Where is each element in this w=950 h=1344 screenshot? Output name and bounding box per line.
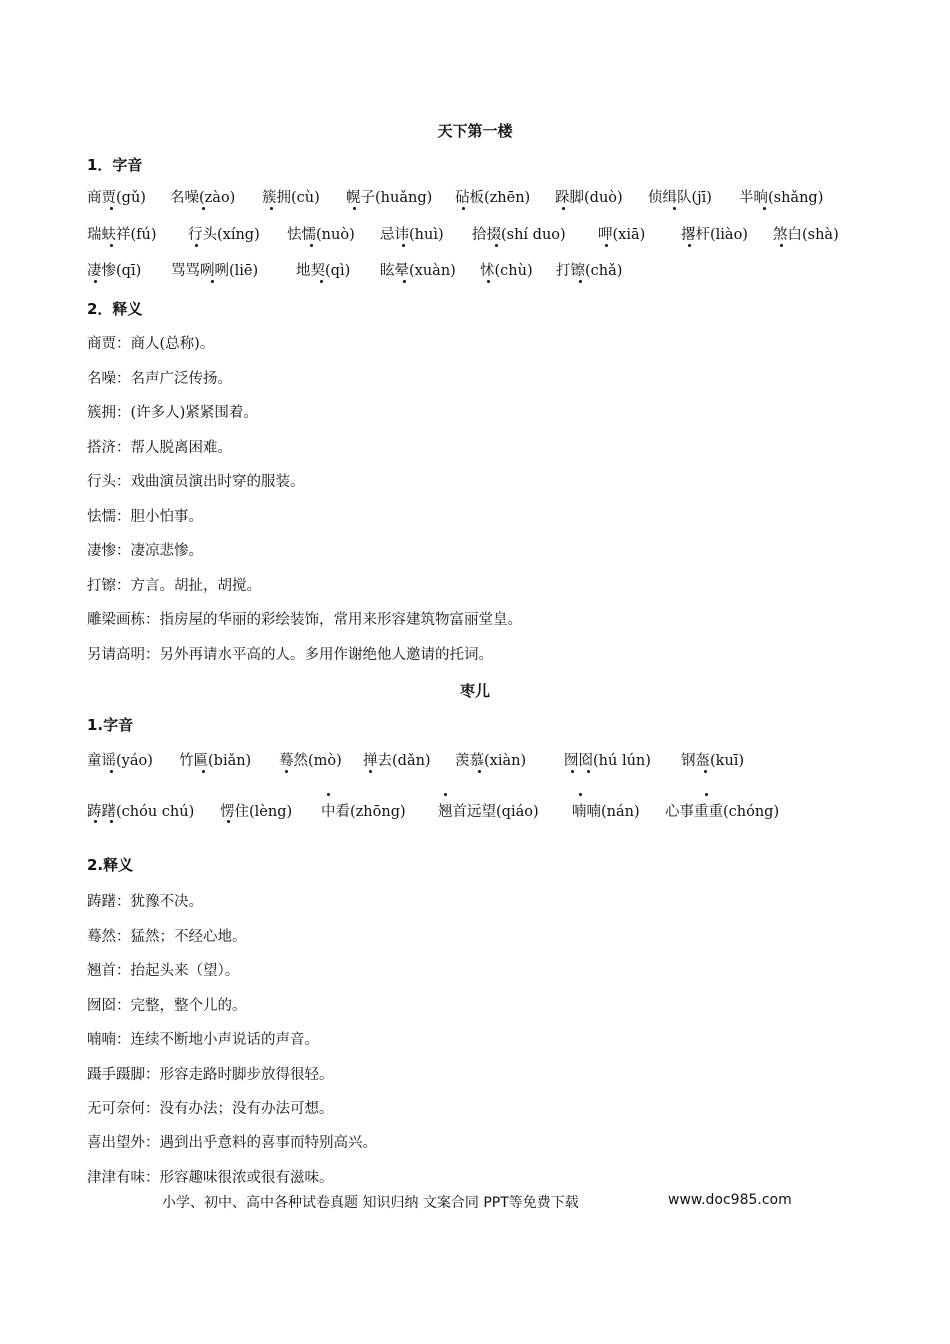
shi-yi-heading-1: 2．释义	[87, 300, 143, 318]
emphasis-dot	[353, 207, 356, 210]
emphasis-dot	[110, 207, 113, 210]
zi-yin-item: 凄惨(qī)	[87, 263, 142, 279]
zi-yin-item: 侦缉队(jī)	[648, 190, 712, 206]
emphasis-dot	[403, 280, 406, 283]
definition-line: 商贾：商人(总称)。	[87, 336, 215, 352]
emphasis-dot	[780, 244, 783, 247]
zi-yin-item: 蓦然(mò)	[279, 753, 342, 769]
emphasis-dot	[673, 207, 676, 210]
zi-yin-item: 中看(zhōng)	[321, 804, 406, 820]
definition-line: 踌躇：犹豫不决。	[87, 894, 203, 910]
zi-yin-item: 掸去(dǎn)	[363, 753, 431, 769]
zi-yin-item: 拾掇(shí duo)	[472, 227, 566, 243]
emphasis-dot	[579, 280, 582, 283]
definition-line: 行头：戏曲演员演出时穿的服装。	[87, 474, 305, 490]
zi-yin-item: 地契(qì)	[296, 263, 351, 279]
zi-yin-item: 眩晕(xuàn)	[380, 263, 456, 279]
zi-yin-item: 心事重重(chóng)	[665, 804, 780, 820]
section-title-zaoer: 枣儿	[459, 682, 490, 700]
definition-line: 名噪：名声广泛传扬。	[87, 371, 232, 387]
zi-yin-heading-1: 1．字音	[87, 156, 143, 174]
zi-yin-item: 钢盔(kuī)	[681, 753, 745, 769]
emphasis-dot	[579, 793, 582, 796]
definition-line: 无可奈何：没有办法；没有办法可想。	[87, 1101, 334, 1117]
definition-line: 翘首：抬起头来（望）。	[87, 963, 240, 979]
zi-yin-item: 煞白(shà)	[773, 227, 839, 243]
definition-line: 怯懦：胆小怕事。	[87, 509, 203, 525]
zi-yin-item: 踌躇(chóu chú)	[87, 804, 195, 820]
definition-line: 搭济：帮人脱离困难。	[87, 440, 232, 456]
emphasis-dot	[705, 793, 708, 796]
zi-yin-item: 行头(xíng)	[188, 227, 260, 243]
emphasis-dot	[94, 280, 97, 283]
emphasis-dot	[202, 770, 205, 773]
emphasis-dot	[462, 207, 465, 210]
definition-line: 蹑手蹑脚：形容走路时脚步放得很轻。	[87, 1067, 334, 1083]
zi-yin-item: 竹匾(biǎn)	[179, 753, 252, 769]
zi-yin-item: 忌讳(huì)	[380, 227, 444, 243]
emphasis-dot	[688, 244, 691, 247]
emphasis-dot	[270, 207, 273, 210]
zi-yin-item: 半晌(shǎng)	[739, 190, 824, 206]
zi-yin-item: 撂杆(liào)	[681, 227, 748, 243]
emphasis-dot	[285, 770, 288, 773]
emphasis-dot	[110, 820, 113, 823]
emphasis-dot	[227, 820, 230, 823]
emphasis-dot	[94, 820, 97, 823]
emphasis-dot	[402, 244, 405, 247]
emphasis-dot	[587, 770, 590, 773]
emphasis-dot	[320, 280, 323, 283]
definition-line: 另请高明：另外再请水平高的人。多用作谢绝他人邀请的托词。	[87, 647, 493, 663]
emphasis-dot	[487, 280, 490, 283]
zi-yin-item: 囫囵(hú lún)	[564, 753, 651, 769]
definition-line: 凄惨：凄凉悲惨。	[87, 543, 203, 559]
zi-yin-item: 幌子(huǎng)	[346, 190, 433, 206]
emphasis-dot	[478, 770, 481, 773]
zi-yin-item: 怯懦(nuò)	[287, 227, 355, 243]
emphasis-dot	[763, 207, 766, 210]
emphasis-dot	[310, 244, 313, 247]
definition-line: 雕梁画栋：指房屋的华丽的彩绘装饰，常用来形容建筑物富丽堂皇。	[87, 612, 522, 628]
definition-line: 蓦然：猛然；不经心地。	[87, 929, 247, 945]
emphasis-dot	[562, 207, 565, 210]
zi-yin-item: 翘首远望(qiáo)	[438, 804, 539, 820]
zi-yin-item: 羡慕(xiàn)	[455, 753, 527, 769]
emphasis-dot	[195, 244, 198, 247]
zi-yin-item: 打镲(chǎ)	[556, 263, 623, 279]
footer-text: 小学、初中、高中各种试卷真题 知识归纳 文案合同 PPT等免费下载	[162, 1195, 579, 1211]
zi-yin-item: 喃喃(nán)	[572, 804, 640, 820]
emphasis-dot	[571, 770, 574, 773]
definition-line: 喜出望外：遇到出乎意料的喜事而特别高兴。	[87, 1135, 377, 1151]
zi-yin-item: 跺脚(duò)	[555, 190, 623, 206]
definition-line: 打镲：方言。胡扯，胡搅。	[87, 578, 261, 594]
definition-line: 囫囵：完整，整个儿的。	[87, 998, 247, 1014]
zi-yin-item: 瑞蚨祥(fú)	[87, 227, 157, 243]
zi-yin-item: 怵(chù)	[480, 263, 533, 279]
emphasis-dot	[202, 207, 205, 210]
definition-line: 簇拥：(许多人)紧紧围着。	[87, 405, 258, 421]
zi-yin-item: 呷(xiā)	[598, 227, 646, 243]
footer-url[interactable]: www.doc985.com	[668, 1192, 792, 1208]
emphasis-dot	[495, 244, 498, 247]
shi-yi-heading-2: 2.释义	[87, 856, 134, 874]
zi-yin-item: 童谣(yáo)	[87, 753, 153, 769]
zi-yin-item: 骂骂咧咧(liē)	[171, 263, 259, 279]
zi-yin-item: 愣住(lèng)	[220, 804, 293, 820]
zi-yin-item: 砧板(zhēn)	[455, 190, 531, 206]
emphasis-dot	[444, 793, 447, 796]
section-title-tianxia: 天下第一楼	[437, 122, 513, 140]
definition-line: 津津有味：形容趣味很浓或很有滋味。	[87, 1170, 334, 1186]
emphasis-dot	[110, 244, 113, 247]
emphasis-dot	[704, 770, 707, 773]
emphasis-dot	[327, 793, 330, 796]
emphasis-dot	[369, 770, 372, 773]
zi-yin-item: 名噪(zào)	[170, 190, 236, 206]
zi-yin-item: 商贾(gǔ)	[87, 190, 146, 206]
zi-yin-item: 簇拥(cù)	[262, 190, 320, 206]
emphasis-dot	[211, 280, 214, 283]
zi-yin-heading-2: 1.字音	[87, 716, 134, 734]
definition-line: 喃喃：连续不断地小声说话的声音。	[87, 1032, 319, 1048]
emphasis-dot	[605, 244, 608, 247]
emphasis-dot	[110, 770, 113, 773]
